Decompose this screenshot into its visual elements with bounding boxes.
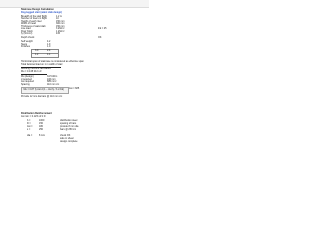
load-table-cell: 2.4 (47, 49, 51, 53)
para-line: Bending moment calculation (21, 67, 52, 70)
section-row-note: distribution steel (60, 119, 78, 122)
section-row-note: check OK (60, 134, 71, 137)
load-value: 1.9 (47, 42, 51, 46)
top-band (0, 0, 149, 8)
design-note: Provide 12 mm dia bars @ 110 mm c/c (21, 94, 63, 98)
load-label: Steps (21, 42, 28, 46)
check-label: Depth check (21, 36, 35, 39)
equation-result: Ast = 685 (69, 87, 80, 91)
input-value: 10 (56, 17, 59, 20)
section-row-note: safe in shear (60, 137, 74, 140)
section-subtitle: Ast min = 0.12% of b D (21, 115, 46, 118)
sheet-title: Staircase Design Calculation (21, 8, 54, 11)
para-line: Mu = 0.138 fck b d² (21, 70, 42, 73)
result-value: 34.5 kNm (47, 75, 58, 78)
input-value: 3 kN/m² (56, 27, 65, 30)
input-label: Thickness of waist slab (21, 24, 46, 28)
section-row-note: design complete (60, 140, 78, 143)
section-row-note: spacing of bars (60, 122, 77, 125)
section-row-label: Ast = (27, 125, 33, 128)
input-label: Number of risers in flight (21, 17, 47, 20)
result-label: d required (21, 77, 32, 81)
section-row-label: dia = (27, 134, 33, 137)
result-value: 110 mm c/c (47, 82, 60, 86)
section-row-label: b = (27, 119, 31, 122)
input-label: Live load (21, 27, 31, 30)
input-label: Height of each riser (21, 19, 42, 23)
load-label: Finishes (21, 45, 30, 48)
section-row-label: s = (27, 128, 31, 131)
input-value: 150 mm (56, 24, 65, 28)
result-label: Mu (design) (21, 75, 34, 78)
section-row-value: 1000 (39, 119, 45, 122)
input-value: 415 (56, 32, 60, 35)
check-value: OK (98, 36, 102, 39)
section-row-value: 250 (39, 128, 43, 131)
input-label: Breadth of the stair flight (21, 14, 47, 18)
result-value: 106 mm (47, 77, 56, 81)
load-value: 1.0 (47, 45, 51, 48)
input-label: Width of tread (21, 22, 36, 25)
para-line: Horizontal span of staircase is considered as effective span (21, 60, 84, 63)
input-value: 1.2 m (56, 14, 62, 18)
section-row-note: provide 8 mm dia (60, 125, 79, 128)
result-label: Ast required (21, 80, 34, 84)
section-row-label: D = (27, 122, 31, 125)
section-row-value: 8 mm (39, 134, 45, 137)
input-label: Floor finish (21, 29, 33, 33)
load-table-cell: 1.2 (35, 52, 39, 56)
section-row-value: 180 (39, 125, 43, 128)
section-row-note: bars @ 250 c/c (60, 128, 77, 131)
sheet-subtitle: Dog-legged stair (waist slab design) (21, 10, 62, 14)
equation-lhs: Mu = 0.87 fy Ast d (1 − Ast fy / b d fck) (23, 88, 64, 92)
para-line: Total factored load on 1 m width of stair (21, 62, 63, 66)
result-label: Spacing (21, 82, 30, 86)
input-value: 300 mm (56, 22, 65, 25)
load-table-cell: 3.0 (35, 49, 39, 53)
load-table-row (31, 53, 59, 58)
input-value: 150 mm (56, 19, 65, 23)
input-note: fck = 25 (98, 27, 107, 30)
equation-box (21, 87, 69, 94)
result-value: 685 mm² (47, 80, 57, 84)
load-label: Self weight (21, 40, 33, 43)
load-table-cell: 1.1 (47, 52, 51, 56)
section-title: Distribution Reinforcement (21, 112, 52, 115)
input-value: 1 kN/m² (56, 29, 65, 33)
load-value: 4.2 (47, 40, 51, 43)
input-label: fy (N/mm²) (21, 32, 33, 35)
section-row-value: 150 (39, 122, 43, 125)
